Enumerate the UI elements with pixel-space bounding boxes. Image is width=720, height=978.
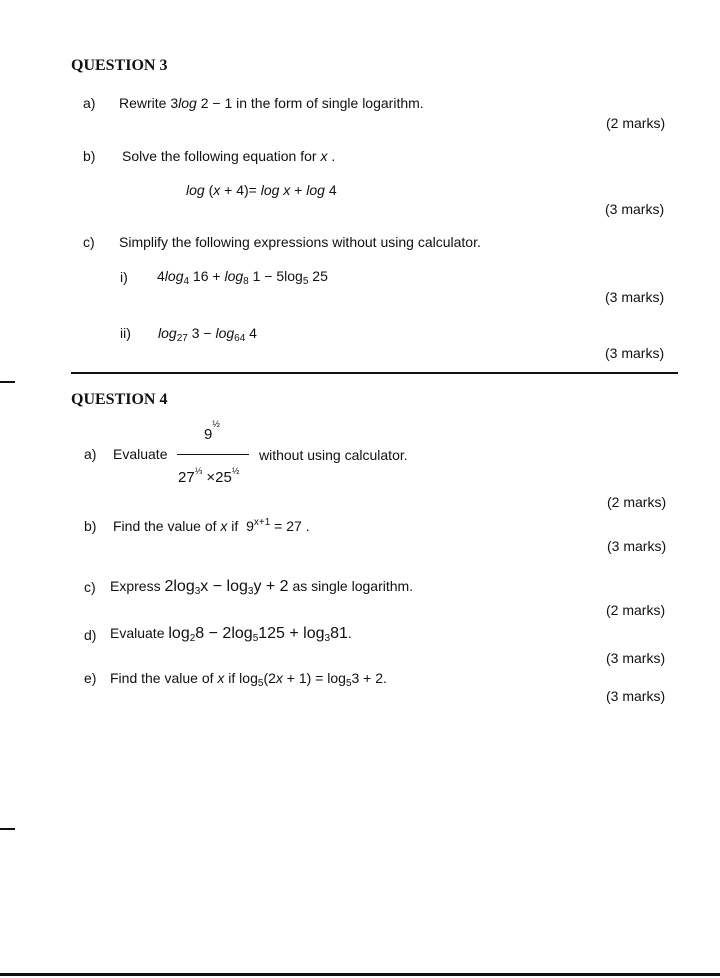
q4c-label: c): [84, 579, 96, 595]
q3a-marks: (2 marks): [606, 115, 666, 131]
q3b-marks: (3 marks): [605, 201, 665, 217]
q4e-marks: (3 marks): [606, 688, 666, 704]
q4a-numerator: $9^{\frac{1}{2}}$: [204, 419, 220, 443]
q4c-marks: (2 marks): [606, 602, 666, 618]
left-edge-mark: [0, 596, 1, 612]
question-4-title: QUESTION 4: [71, 391, 168, 408]
q3cii-label: ii): [120, 325, 131, 341]
q4d-text: Evaluate $\log_28 - 2\log_5125 + \log_381$.: [110, 625, 352, 644]
q3b-equation: log (x + 4)= log x + log 4: [186, 182, 337, 198]
bottom-edge-rule: [0, 973, 720, 976]
q3a-text: Rewrite 3log 2 − 1 in the form of single logarithm.: [119, 95, 424, 111]
q4a-label: a): [84, 446, 97, 462]
left-edge-mark: [0, 504, 1, 520]
q3cii-expression: $\log_{27} 3 - \log_{64} 4$: [158, 325, 257, 344]
section-divider: [71, 372, 678, 374]
q4a-prefix: Evaluate: [113, 446, 168, 462]
q3b-label: b): [83, 148, 96, 164]
q4b-marks: (3 marks): [607, 538, 667, 554]
q3cii-marks: (3 marks): [605, 345, 665, 361]
q4a-marks: (2 marks): [607, 494, 667, 510]
q3c-text: Simplify the following expressions without using calculator.: [119, 234, 481, 250]
q3a-label: a): [83, 95, 96, 111]
q4a-denominator: $27^{\frac{1}{3}} \times 25^{\frac{1}{2}}$: [178, 466, 240, 486]
q3c-label: c): [83, 234, 95, 250]
q4e-text: Find the value of x if $\log_5(2x + 1) = \log_53 + 2$.: [110, 670, 387, 689]
left-edge-rule-bottom: [0, 828, 15, 830]
left-edge-mark: [0, 800, 1, 816]
question-3-title: QUESTION 3: [71, 57, 168, 74]
q4b-label: b): [84, 518, 97, 534]
q4a-suffix: without using calculator.: [259, 447, 408, 463]
q4b-text: Find the value of x if $9^{x+1} = 27$ .: [113, 517, 310, 534]
q4a-fraction-bar: [177, 454, 249, 455]
q4c-text: Express $2\log_3x - \log_3y + 2$ as single logarithm.: [110, 578, 414, 597]
q3b-text: Solve the following equation for x .: [122, 148, 336, 164]
q4e-label: e): [84, 670, 97, 686]
q4d-label: d): [84, 627, 97, 643]
q3ci-label: i): [120, 269, 128, 285]
q3ci-marks: (3 marks): [605, 289, 665, 305]
q3ci-expression: $4\log_4$ $16 + \log_8 1 - 5\log_5$ 25: [157, 268, 328, 287]
left-edge-rule-top: [0, 381, 15, 383]
q4d-marks: (3 marks): [606, 650, 666, 666]
